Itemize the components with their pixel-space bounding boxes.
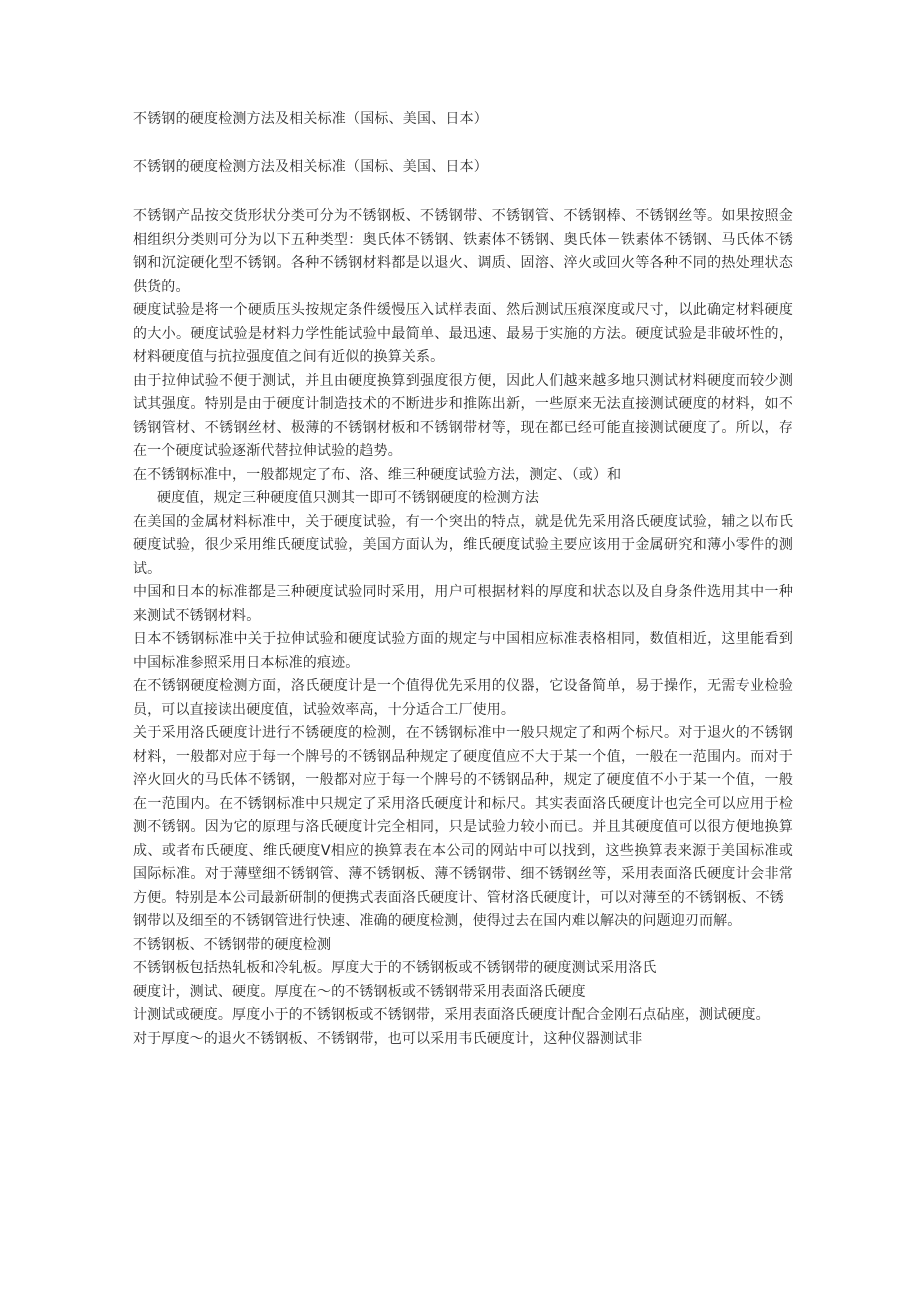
paragraph-plate-thick: 不锈钢板包括热轧板和冷轧板。厚度大于的不锈钢板或不锈钢带的硬度测试采用洛氏 xyxy=(133,960,657,976)
section-heading-plate-strip: 不锈钢板、不锈钢带的硬度检测 xyxy=(133,936,332,953)
paragraph-plate-thin: 计测试或硬度。厚度小于的不锈钢板或不锈钢带，采用表面洛氏硬度计配合金刚石点砧座，测试硬度。 xyxy=(133,1007,770,1023)
document-body xyxy=(133,205,793,1051)
paragraph-plate-medium: 硬度计，测试、硬度。厚度在～的不锈钢板或不锈钢带采用表面洛氏硬度 xyxy=(133,983,586,1000)
paragraph-us-standards: 在美国的金属材料标准中，关于硬度试验，有一个突出的特点，就是优先采用洛氏硬度试验，辅之以布氏硬度试验，很少采用维氏硬度试验，美国方面认为，维氏硬度试验主要应该用于金属研究和薄小零件的测试。 xyxy=(133,513,793,577)
paragraph-hardness-vs-tensile: 由于拉伸试验不便于测试，并且由硬度换算到强度很方便，因此人们越来越多地只测试材料硬度而较少测试其强度。特别是由于硬度计制造技术的不断进步和推陈出新，一些原来无法直接测试硬度的材料，如不锈钢管材、不锈钢丝材、极薄的不锈钢材板和不锈钢带材等，现在都已经可能直接测试硬度了。所以，存在一个硬度试验逐渐代替拉伸试验的趋势。 xyxy=(133,372,793,459)
paragraph-hardness-test-definition: 硬度试验是将一个硬质压头按规定条件缓慢压入试样表面、然后测试压痕深度或尺寸，以此确定材料硬度的大小。硬度试验是材料力学性能试验中最简单、最迅速、最易于实施的方法。硬度试验是非破坏性的，材料硬度值与抗拉强度值之间有近似的换算关系。 xyxy=(133,302,793,365)
paragraph-standard-methods-cont: 硬度值，规定三种硬度值只测其一即可不锈钢硬度的检测方法 xyxy=(157,490,540,506)
paragraph-standard-methods: 在不锈钢标准中，一般都规定了布、洛、维三种硬度试验方法，测定、（或）和 xyxy=(133,466,622,483)
paragraph-japan-standards: 日本不锈钢标准中关于拉伸试验和硬度试验方面的规定与中国相应标准表格相同，数值相近，这里能看到中国标准参照采用日本标准的痕迹。 xyxy=(133,631,793,671)
document-title: 不锈钢的硬度检测方法及相关标准（国标、美国、日本） xyxy=(133,111,488,127)
paragraph-rockwell-usage-cont: 钢带以及细至的不锈钢管进行快速、准确的硬度检测，使得过去在国内难以解决的问题迎刃而解。 xyxy=(133,913,742,929)
paragraph-product-classification: 不锈钢产品按交货形状分类可分为不锈钢板、不锈钢带、不锈钢管、不锈钢棒、不锈钢丝等。如果按照金相组织分类则可分为以下五种类型：奥氏体不锈钢、铁素体不锈钢、奥氏体－铁素体不锈钢、马氏体不锈钢和沉淀硬化型不锈钢。各种不锈钢材料都是以退火、调质、固溶、淬火或回火等各种不同的热处理状态供货的。 xyxy=(133,208,793,295)
paragraph-china-japan-standards: 中国和日本的标准都是三种硬度试验同时采用，用户可根据材料的厚度和状态以及自身条件选用其中一种来测试不锈钢材料。 xyxy=(133,584,793,624)
paragraph-rockwell-advantages: 在不锈钢硬度检测方面，洛氏硬度计是一个值得优先采用的仪器，它设备简单，易于操作，无需专业检验员，可以直接读出硬度值，试验效率高，十分适合工厂使用。 xyxy=(133,678,793,718)
document-subtitle: 不锈钢的硬度检测方法及相关标准（国标、美国、日本） xyxy=(133,159,488,175)
paragraph-rockwell-usage: 关于采用洛氏硬度计进行不锈硬度的检测，在不锈钢标准中一般只规定了和两个标尺。对于退火的不锈钢材料，一般都对应于每一个牌号的不锈钢品种规定了硬度值应不大于某一个值，一般在一范围内。而对于淬火回火的马氏体不锈钢，一般都对应于每一个牌号的不锈钢品种，规定了硬度值不小于某一个值，一般在一范围内。在不锈钢标准中只规定了采用洛氏硬度计和标尺。其实表面洛氏硬度计也完全可以应用于检测不锈钢。因为它的原理与洛氏硬度计完全相同，只是试验力较小而已。并且其硬度值可以很方便地换算成、或者布氏硬度、维氏硬度V相应的换算表在本公司的网站中可以找到，这些换算表来源于美国标准或国际标准。对于薄壁细不锈钢管、薄不锈钢板、薄不锈钢带、细不锈钢丝等，采用表面洛氏硬度计会非常方便。特别是本公司最新研制的便携式表面洛氏硬度计、管材洛氏硬度计，可以对薄至的不锈钢板、不锈 xyxy=(133,725,793,906)
paragraph-webster-hardness: 对于厚度～的退火不锈钢板、不锈钢带，也可以采用韦氏硬度计，这种仪器测试非 xyxy=(133,1030,643,1047)
